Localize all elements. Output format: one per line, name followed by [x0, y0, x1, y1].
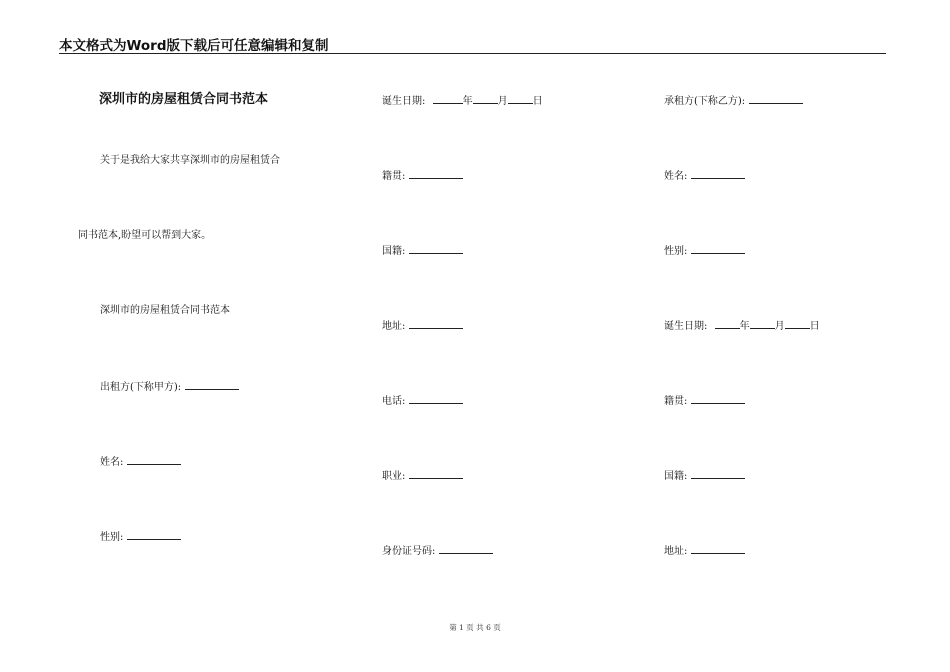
lessor-nationality-blank[interactable]	[409, 243, 463, 254]
lessee-birth-year-blank[interactable]	[715, 318, 740, 329]
lessee-gender-label: 性别:	[664, 246, 688, 257]
footer-page-total: 6	[486, 623, 491, 632]
intro-line-2: 同书范本,盼望可以帮到大家。	[78, 230, 212, 241]
lessee-name-row	[664, 168, 745, 184]
lessor-phone-row	[382, 393, 463, 409]
lessor-job-label: 职业:	[382, 471, 406, 482]
document-title: 深圳市的房屋租赁合同书范本	[99, 92, 269, 107]
lessee-native-label: 籍贯:	[664, 396, 688, 407]
lessee-address-label: 地址:	[664, 546, 688, 557]
lessor-job-row	[382, 468, 463, 484]
lessee-row	[664, 93, 803, 109]
lessor-birth-year-unit: 年	[462, 96, 473, 107]
lessee-blank[interactable]	[749, 93, 803, 104]
lessor-phone-blank[interactable]	[409, 393, 463, 404]
lessee-native-blank[interactable]	[691, 393, 745, 404]
lessor-birth-row	[382, 93, 543, 109]
lessee-nationality-label: 国籍:	[664, 471, 688, 482]
lessee-nationality-row	[664, 468, 745, 484]
page-footer	[0, 622, 950, 633]
lessee-address-row	[664, 543, 745, 559]
lessor-address-row	[382, 318, 463, 334]
lessor-birth-label: 诞生日期:	[382, 96, 426, 107]
footer-page-suffix: 页	[493, 623, 501, 632]
lessee-birth-row	[664, 318, 820, 334]
lessor-label: 出租方(下称甲方):	[100, 382, 182, 393]
lessor-birth-day-unit: 日	[532, 96, 543, 107]
lessor-native-label: 籍贯:	[382, 171, 406, 182]
lessee-birth-month-unit: 月	[774, 321, 785, 332]
lessee-birth-year-unit: 年	[739, 321, 750, 332]
lessor-phone-label: 电话:	[382, 396, 406, 407]
lessor-birth-month-unit: 月	[497, 96, 508, 107]
lessor-address-label: 地址:	[382, 321, 406, 332]
lessor-native-row	[382, 168, 463, 184]
lessor-gender-label: 性别:	[100, 532, 124, 543]
lessor-name-label: 姓名:	[100, 457, 124, 468]
lessor-id-row	[382, 543, 493, 559]
lessor-birth-day-blank[interactable]	[508, 93, 533, 104]
section-subtitle: 深圳市的房屋租赁合同书范本	[100, 305, 230, 316]
lessor-id-blank[interactable]	[439, 543, 493, 554]
lessor-birth-year-blank[interactable]	[433, 93, 463, 104]
header-text: 本文格式为Word版下载后可任意编辑和复制	[59, 38, 329, 54]
footer-page-prefix: 第	[449, 623, 457, 632]
lessee-name-label: 姓名:	[664, 171, 688, 182]
lessor-nationality-label: 国籍:	[382, 246, 406, 257]
lessee-birth-label: 诞生日期:	[664, 321, 708, 332]
lessee-name-blank[interactable]	[691, 168, 745, 179]
lessor-birth-month-blank[interactable]	[473, 93, 498, 104]
lessor-id-label: 身份证号码:	[382, 546, 436, 557]
lessee-birth-day-unit: 日	[809, 321, 820, 332]
footer-page-middle: 页 共	[466, 623, 484, 632]
lessor-nationality-row	[382, 243, 463, 259]
lessee-gender-row	[664, 243, 745, 259]
intro-line-1: 关于是我给大家共享深圳市的房屋租赁合	[100, 155, 280, 166]
lessee-gender-blank[interactable]	[691, 243, 745, 254]
lessee-birth-day-blank[interactable]	[785, 318, 810, 329]
lessee-address-blank[interactable]	[691, 543, 745, 554]
lessor-job-blank[interactable]	[409, 468, 463, 479]
lessee-birth-month-blank[interactable]	[750, 318, 775, 329]
lessor-native-blank[interactable]	[409, 168, 463, 179]
footer-page-current: 1	[459, 623, 464, 632]
lessee-native-row	[664, 393, 745, 409]
lessee-nationality-blank[interactable]	[691, 468, 745, 479]
lessor-address-blank[interactable]	[409, 318, 463, 329]
lessee-label: 承租方(下称乙方):	[664, 96, 746, 107]
